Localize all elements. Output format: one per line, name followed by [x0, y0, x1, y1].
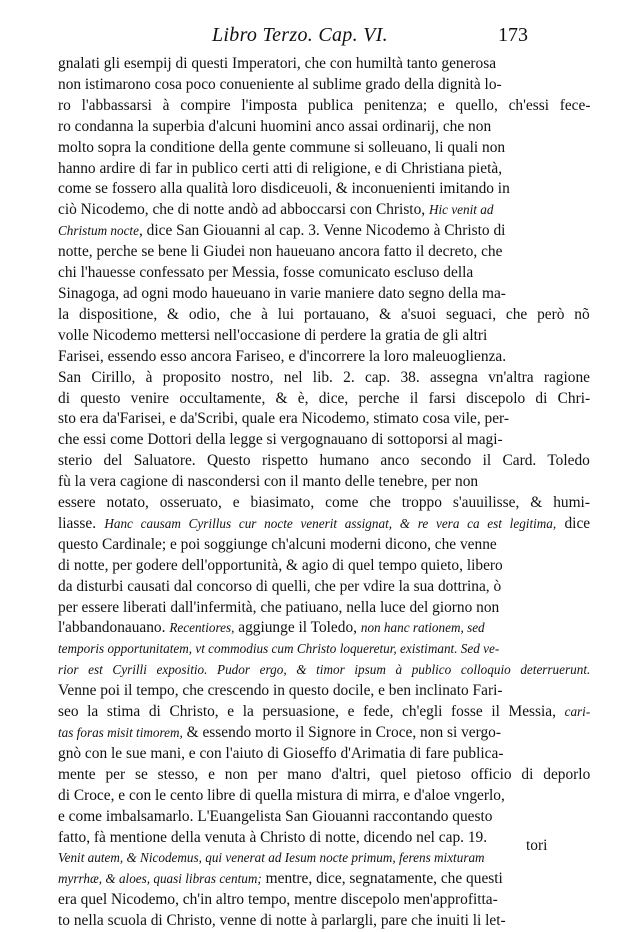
text-line	[58, 744, 590, 765]
text-line	[58, 639, 590, 660]
text-segment: seo la stima di Christo, e la persuasione, e fede, ch'egli fosse il Messia,	[58, 703, 565, 721]
text-line	[58, 326, 590, 347]
latin-quotation: cari-	[564, 704, 591, 720]
text-line	[58, 828, 590, 849]
text-segment: era quel Nicodemo, ch'in altro tempo, mentre discepolo men'approfitta-	[58, 891, 498, 909]
text-line	[58, 598, 590, 619]
latin-quotation: Hanc causam Cyrillus cur nocte venerit assignat, & re vera ca est legitima,	[104, 515, 557, 531]
text-segment: l'abbandonauano.	[58, 619, 170, 637]
text-line	[58, 514, 590, 535]
text-line	[58, 96, 590, 117]
text-line	[58, 702, 590, 723]
text-line	[58, 869, 590, 890]
text-segment: sto era da'Farisei, e da'Scribi, quale era Nicodemo, stimato cosa vile, per-	[58, 410, 509, 428]
text-line	[58, 660, 590, 681]
text-line	[58, 54, 590, 75]
text-segment: ciò Nicodemo, che di notte andò ad abboccarsi con Christo,	[58, 201, 429, 219]
text-line	[58, 159, 590, 180]
text-line	[58, 786, 590, 807]
text-segment: questo Cardinale; e poi soggiunge ch'alcuni moderni dicono, che venne	[58, 535, 497, 553]
text-segment: essere notato, osseruato, e biasimato, come che troppo s'auuilisse, & humi-	[58, 494, 590, 512]
text-line	[58, 681, 590, 702]
text-line	[58, 368, 590, 389]
text-segment: dice	[556, 514, 591, 532]
text-line	[58, 535, 590, 556]
text-segment: non istimarono cosa poco conueniente al sublime grado della dignità lo-	[58, 75, 502, 93]
text-segment: gnalati gli esempij di questi Imperatori, che con humiltà tanto generosa	[58, 55, 497, 72]
text-segment: la dispositione, & odio, che à lui portauano, & a'suoi seguaci, che però nõ	[58, 305, 590, 323]
text-segment: che essi come Dottori della legge si vergognauano di sottoporsi al magi-	[58, 431, 503, 449]
text-segment: liasse.	[58, 514, 105, 532]
text-segment: di questo venire occultamente, & è, dice, perche il farsi discepolo di Chri-	[58, 389, 591, 407]
text-segment: ro condanna la superbia d'alcuni huomini anco assai ordinarij, che non	[58, 117, 492, 135]
latin-quotation: Recentiores,	[169, 620, 235, 636]
text-line	[58, 911, 590, 932]
page-number: 173	[498, 24, 528, 46]
text-segment: sterio del Saluatore. Questo rispetto humano anco secondo il Card. Toledo	[58, 452, 590, 470]
text-segment: , dice San Giouanni al cap. 3. Venne Nicodemo à Christo di	[138, 222, 506, 240]
text-line	[58, 848, 590, 869]
text-segment: di notte, per godere dell'opportunità, & agio di quel tempo quieto, libero	[58, 556, 503, 574]
text-segment: mentre, dice, segnatamente, che questi	[261, 870, 503, 888]
text-segment: fatto, fà mentione della venuta à Christo di notte, dicendo nel cap. 19.	[58, 828, 488, 846]
text-line	[58, 577, 590, 598]
latin-quotation: Venit autem, & Nicodemus, qui venerat ad Iesum nocte primum, ferens mixturam	[58, 850, 485, 866]
body-text	[58, 54, 590, 932]
text-segment: da disturbi causati dal concorso di quelli, che per vdire la sua dottrina, ò	[58, 577, 502, 595]
text-segment: come se fossero alla qualità loro disdiceuoli, & inconuenienti imitando in	[58, 180, 510, 198]
text-segment: to nella scuola di Christo, venne di notte à parlargli, pare che inuiti li let-	[58, 912, 506, 930]
text-segment: San Cirillo, à proposito nostro, nel lib. 2. cap. 38. assegna vn'altra ragione	[58, 368, 590, 386]
text-segment: Farisei, essendo esso ancora Fariseo, e d'incorrere la loro maleuoglienza.	[58, 347, 507, 365]
text-segment: notte, perche se bene li Giudei non haueuano ancora fatto il decreto, che	[58, 243, 503, 261]
text-line	[58, 200, 590, 221]
catchword: tori	[526, 837, 548, 854]
text-line	[58, 765, 590, 786]
text-line	[58, 472, 590, 493]
text-segment: fù la vera cagione di nascondersi con il manto delle tenebre, per non	[58, 473, 479, 491]
latin-quotation: non hanc rationem, sed	[360, 620, 485, 636]
latin-quotation: Hic venit ad	[428, 202, 494, 218]
text-segment: hanno ardire di far in publico certi atti di religione, e di Christiana pietà,	[58, 159, 503, 177]
text-line	[58, 117, 590, 138]
page-header	[0, 24, 644, 52]
text-segment: gnò con le sue mani, e con l'aiuto di Gioseffo d'Arimatia di fare publica-	[58, 744, 504, 762]
text-line	[58, 493, 590, 514]
text-segment: & essendo morto il Signore in Croce, non si vergo-	[182, 724, 501, 741]
text-line	[58, 389, 590, 410]
text-line	[58, 347, 590, 368]
running-title: Libro Terzo. Cap. VI.	[212, 24, 388, 46]
text-line	[58, 242, 590, 263]
text-segment: di Croce, e con le cento libre di quella mistura di mirra, e d'aloe vngerlo,	[58, 786, 505, 804]
text-segment: Sinagoga, ad ogni modo haueuano in varie maniere dato segno della ma-	[58, 284, 506, 302]
text-line	[58, 807, 590, 828]
text-segment: e come imbalsamarlo. L'Euangelista San Giouanni raccontando questo	[58, 807, 493, 825]
text-line	[58, 138, 590, 159]
text-line	[58, 409, 590, 430]
latin-quotation: temporis opportunitatem, vt commodius cum Christo loqueretur, existimant. Sed ve-	[58, 641, 500, 657]
text-line	[58, 430, 590, 451]
text-line	[58, 179, 590, 200]
text-line	[58, 618, 590, 639]
text-segment: chi l'hauesse confessato per Messia, fosse comunicato escluso della	[58, 264, 474, 282]
text-line	[58, 451, 590, 472]
text-segment: mente per se stesso, e non per mano d'altri, quel pietoso officio di deporlo	[58, 765, 591, 783]
text-segment: per essere liberati dall'infermità, che patiuano, nella luce del giorno non	[58, 598, 500, 616]
text-segment: volle Nicodemo mettersi nell'occasione di perdere la gratia de gli altri	[58, 326, 488, 344]
text-line	[58, 723, 590, 744]
text-segment: aggiunge il Toledo,	[234, 619, 361, 637]
text-line	[58, 263, 590, 284]
latin-quotation: Christum nocte	[58, 223, 139, 239]
latin-quotation: tas foras misit timorem,	[58, 725, 183, 740]
latin-quotation: rior est Cyrilli expositio. Pudor ergo, & timor ipsum à publico colloquio deterruerunt.	[58, 662, 591, 678]
text-segment: Venne poi il tempo, che crescendo in questo docile, e ben inclinato Fari-	[58, 682, 503, 700]
text-line	[58, 221, 590, 242]
text-line	[58, 556, 590, 577]
text-line	[58, 284, 590, 305]
text-segment: molto sopra la conditione della gente commune si solleuano, li quali non	[58, 138, 506, 156]
text-segment: ro l'abbassarsi à compire l'imposta publica penitenza; e quello, ch'essi fece-	[58, 96, 591, 114]
latin-quotation: myrrhæ, & aloes, quasi libras centum;	[58, 871, 262, 887]
text-line	[58, 890, 590, 911]
text-line	[58, 305, 590, 326]
text-line	[58, 75, 590, 96]
